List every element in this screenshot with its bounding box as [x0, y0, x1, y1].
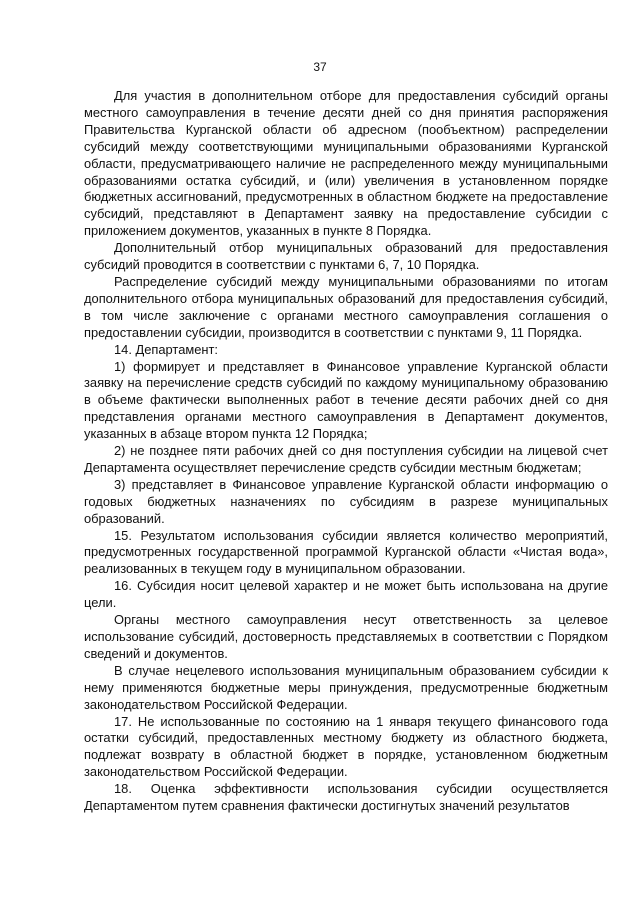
document-body [84, 88, 608, 815]
paragraph-item-14-3: 3) представляет в Финансовое управление Курганской области информацию о годовых бюджетных назначениях по субсидиям в разрезе муниципальных образований. [84, 476, 608, 526]
paragraph-item-14-1: 1) формирует и представляет в Финансовое управление Курганской области заявку на перечисление средств субсидий по каждому муниципальному образованию в объеме фактически выполненных работ в течение десяти рабочих дней со дня представления органами местного самоуправления в Департамент документов, указанных в абзаце втором пункта 12 Порядка; [84, 358, 608, 442]
paragraph-distribution: Распределение субсидий между муниципальными образованиями по итогам дополнительного отбора муниципальных образований для предоставления субсидий, в том числе заключение с органами местного самоуправления соглашения о предоставлении субсидии, производится в соответствии с пунктами 9, 11 Порядка. [84, 273, 608, 340]
paragraph-item-17: 17. Не использованные по состоянию на 1 января текущего финансового года остатки субсидий, предоставленных местному бюджету из областного бюджета, подлежат возврату в областной бюджет в порядке, установленном бюджетным законодательством Российской Федерации. [84, 713, 608, 780]
paragraph-selection-procedure: Дополнительный отбор муниципальных образований для предоставления субсидий проводится в соответствии с пунктами 6, 7, 10 Порядка. [84, 240, 608, 273]
paragraph-item-16: 16. Субсидия носит целевой характер и не может быть использована на другие цели. [84, 578, 608, 611]
paragraph-item-14-2: 2) не позднее пяти рабочих дней со дня поступления субсидии на лицевой счет Департамента осуществляет перечисление средств субсидии местным бюджетам; [84, 443, 608, 475]
paragraph-responsibility: Органы местного самоуправления несут ответственность за целевое использование субсидий, достоверность представляемых в соответствии с Порядком сведений и документов. [84, 612, 608, 661]
paragraph-additional-selection: Для участия в дополнительном отборе для предоставления субсидий органы местного самоуправления в течение десяти дней со дня принятия распоряжения Правительства Курганской области об адресном (пообъектном) распределении субсидий между соответствующими муниципальными образованиями Курганской области, предусматривающего наличие не распределенного между муниципальными образованиями остатка субсидий, и (или) увеличения в установленном порядке бюджетных ассигнований, предусмотренных в областном бюджете на предоставление субсидий, представляют в Департамент заявку на предоставление субсидии с приложением документов, указанных в пункте 8 Порядка. [84, 88, 608, 239]
paragraph-item-14-heading: 14. Департамент: [114, 341, 218, 357]
paragraph-item-18: 18. Оценка эффективности использования субсидии осуществляется Департаментом путем сравнения фактически достигнутых значений результатов [84, 781, 608, 814]
page-number: 37 [313, 60, 327, 74]
paragraph-item-15: 15. Результатом использования субсидии является количество мероприятий, предусмотренных государственной программой Курганской области «Чистая вода», реализованных в текущем году в муниципальном образовании. [84, 527, 608, 577]
paragraph-misuse: В случае нецелевого использования муниципальным образованием субсидии к нему применяются бюджетные меры принуждения, предусмотренные бюджетным законодательством Российской Федерации. [84, 662, 608, 712]
